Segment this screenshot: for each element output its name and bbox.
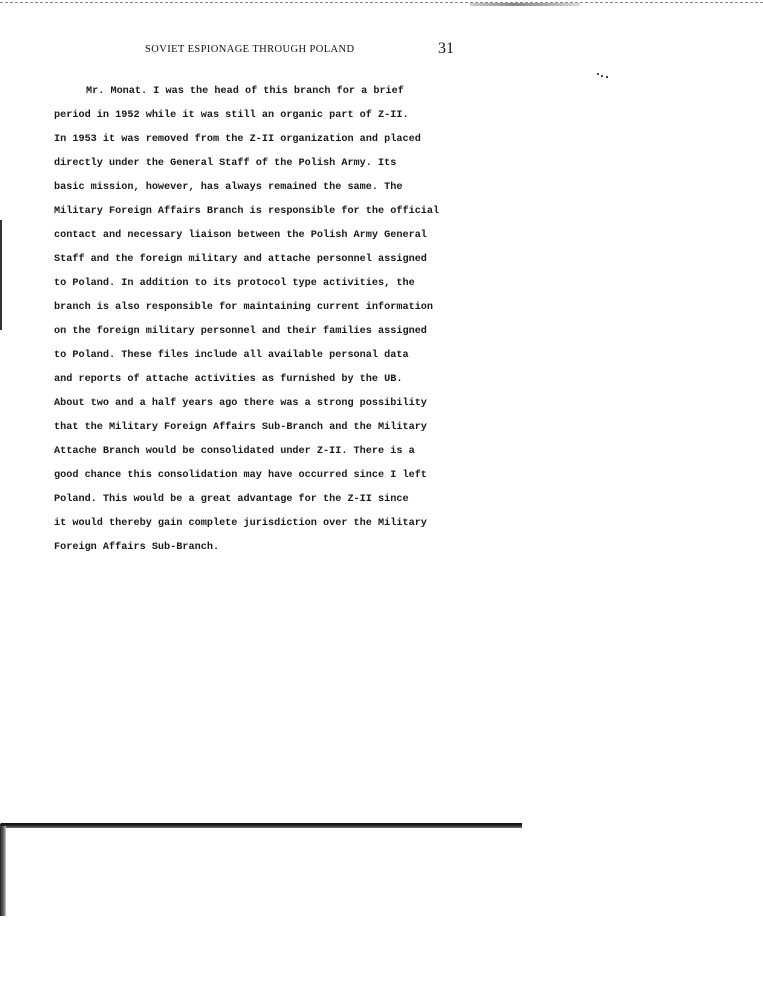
text-line: basic mission, however, has always remained the same. The [54,182,403,193]
text-line: on the foreign military personnel and their families assigned [54,326,427,337]
text-line: and reports of attache activities as furnished by the UB. [54,374,403,385]
text-line: it would thereby gain complete jurisdiction over the Military [54,518,427,529]
scan-mark-left [0,220,2,330]
text-line: to Poland. These files include all available personal data [54,350,409,361]
text-line: good chance this consolidation may have occurred since I left [54,470,427,481]
text-line: Military Foreign Affairs Branch is responsible for the official [54,206,440,217]
scan-speck [597,73,609,78]
text-line: that the Military Foreign Affairs Sub-Branch and the Military [54,422,427,433]
text-line: Staff and the foreign military and attache personnel assigned [54,254,427,265]
text-line: Attache Branch would be consolidated under Z-II. There is a [54,446,415,457]
text-line: directly under the General Staff of the Polish Army. Its [54,158,397,169]
scan-edge-bottom [0,823,522,828]
text-line: period in 1952 while it was still an organic part of Z-II. [54,110,409,121]
text-line: to Poland. In addition to its protocol type activities, the [54,278,415,289]
text-line: branch is also responsible for maintaining current information [54,302,434,313]
text-line: Poland. This would be a great advantage for the Z-II since [54,494,409,505]
text-line: contact and necessary liaison between the Polish Army General [54,230,427,241]
scan-corner-bottom-left [0,826,6,916]
text-line: Mr. Monat. I was the head of this branch for a brief [86,86,404,97]
text-line: About two and a half years ago there was a strong possibility [54,398,427,409]
text-line: Foreign Affairs Sub-Branch. [54,542,220,553]
running-title: SOVIET ESPIONAGE THROUGH POLAND [145,44,355,55]
testimony-paragraph [54,80,474,560]
running-header [0,42,763,60]
text-line: In 1953 it was removed from the Z-II organization and placed [54,134,421,145]
scan-edge-top [0,2,763,3]
scan-smudge-top [470,3,580,6]
page-number: 31 [438,40,454,57]
